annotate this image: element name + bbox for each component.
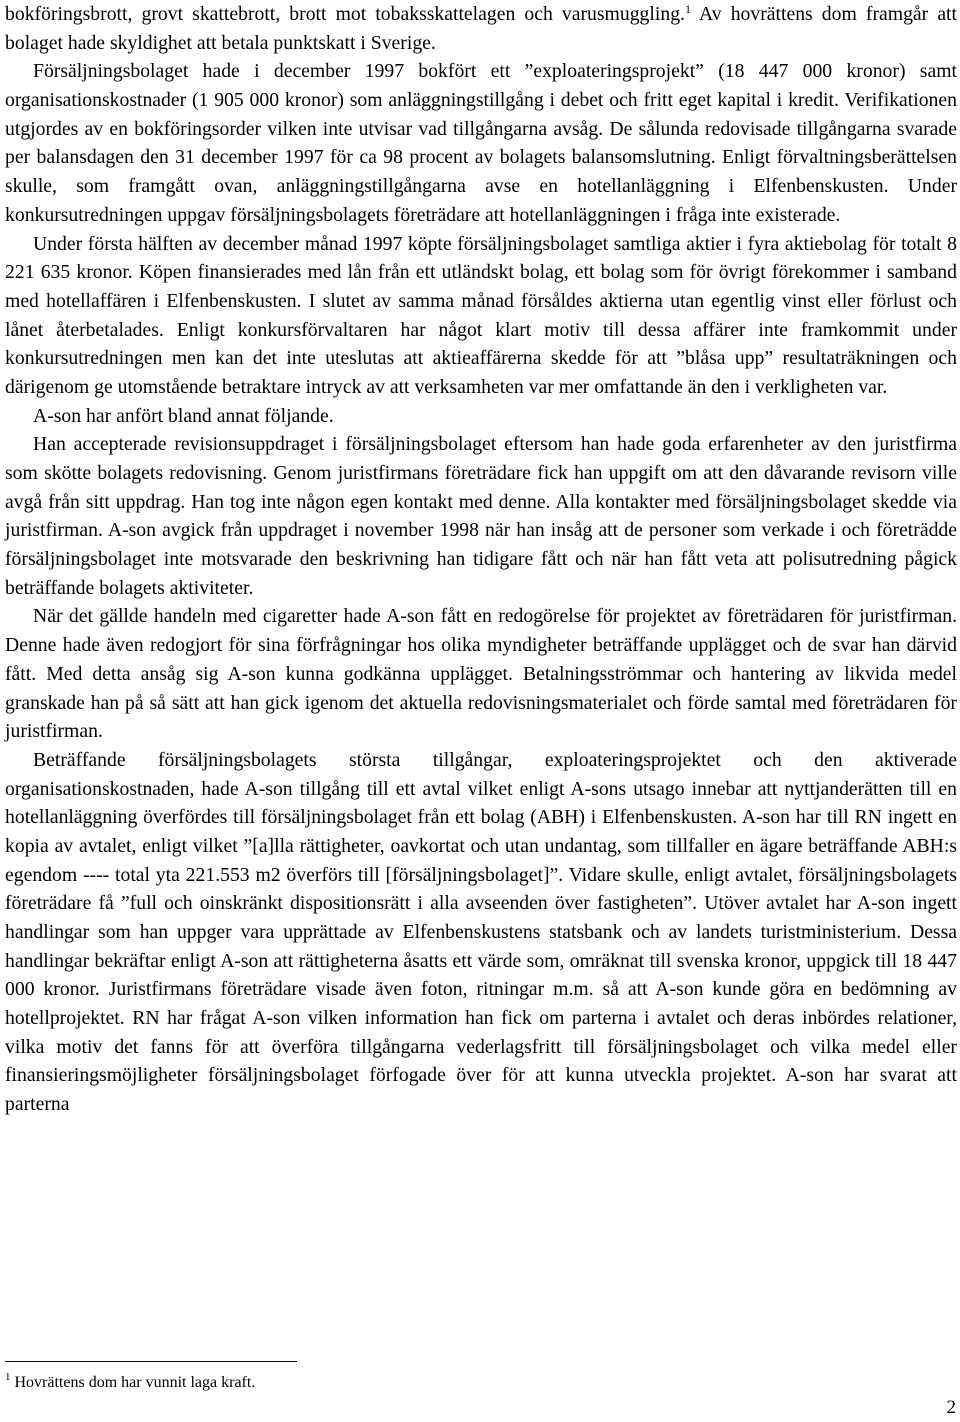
paragraph-text: Av hovrättens dom framgår att bolaget hade skyldighet att betala punktskatt i Sverige. bbox=[5, 3, 957, 54]
document-page bbox=[5, 0, 957, 1119]
footnote-divider bbox=[5, 1361, 297, 1362]
paragraph-continued bbox=[5, 0, 957, 57]
body-text bbox=[5, 0, 957, 1119]
paragraph: Beträffande försäljningsbolagets största tillgångar, exploateringsprojektet och den aktiverade organisationskostnaden, hade A-son tillgång till ett avtal vilket enligt A-sons utsago innebar att nyttjanderätten till en hotellanläggning överfördes till försäljningsbolaget från ett bolag (ABH) i Elfenbenskusten. A-son har till RN ingett en kopia av avtalet, enligt vilket ”[a]lla rättigheter, oavkortat och utan undantag, som tillfaller en ägare beträffande ABH:s egendom ---- total yta 221.553 m2 överförs till [försäljningsbolaget]”. Vidare skulle, enligt avtalet, försäljningsbolagets företrädare få ”full och oinskränkt dispositionsrätt i alla avseenden över fastigheten”. Utöver avtalet har A-son ingett handlingar som han uppger vara upprättade av Elfenbenskustens statsbank och av landets turistministerium. Dessa handlingar bekräftar enligt A-son att rättigheterna åsatts ett värde som, omräknat till svenska kronor, uppgick till 18 447 000 kronor. Juristfirmans företrädare visade även foton, ritningar m.m. så att A-son kunde göra en bedömning av hotellprojektet. RN har frågat A-son vilken information han fick om parterna i avtalet och deras inbördes relationer, vilka motiv det fanns för att överföra tillgångarna vederlagsfritt till försäljningsbolaget och vilka medel eller finansieringsmöjligheter försäljningsbolaget förfogade över för att kunna utveckla projektet. A-son har svarat att parterna bbox=[5, 748, 957, 1116]
page-number: 2 bbox=[946, 1397, 956, 1418]
footnote-number: 1 bbox=[5, 1371, 11, 1383]
paragraph: A-son har anfört bland annat följande. bbox=[33, 404, 334, 427]
paragraph-text: bokföringsbrott, grovt skattebrott, brott mot tobaksskattelagen och varusmuggling. bbox=[5, 3, 685, 25]
paragraph: Försäljningsbolaget hade i december 1997 bokfört ett ”exploateringsprojekt” (18 447 000 kronor) samt organisationskostnader (1 905 000 kronor) som anläggningstillgång i debet och fritt eget kapital i kredit. Verifikationen utgjordes av en bokföringsorder vilken inte utvisar vad tillgångarna avsåg. De sålunda redovisade tillgångarna svarade per balansdagen den 31 december 1997 för ca 98 procent av bolagets balansomslutning. Enligt förvaltningsberättelsen skulle, som framgått ovan, anläggningstillgångarna avse en hotellanläggning i Elfenbenskusten. Under konkursutredningen uppgav försäljningsbolagets företrädare att hotellanläggningen i fråga inte existerade. bbox=[5, 60, 957, 226]
paragraph: Han accepterade revisionsuppdraget i försäljningsbolaget eftersom han hade goda erfarenheter av den juristfirma som skötte bolagets redovisning. Genom juristfirmans företrädare fick han uppgift om att den dåvarande revisorn ville avgå från sitt uppdrag. Han tog inte någon egen kontakt med denne. Alla kontakter med försäljningsbolaget skedde via juristfirman. A-son avgick från uppdraget i november 1998 när han insåg att de personer som verkade i och företrädde försäljningsbolaget inte motsvarade den beskrivning han tidigare fått och när han fått veta att polisutredning pågick beträffande bolagets aktiviteter. bbox=[5, 433, 957, 599]
paragraph: Under första hälften av december månad 1997 köpte försäljningsbolaget samtliga aktier i fyra aktiebolag för totalt 8 221 635 kronor. Köpen finansierades med lån från ett utländskt bolag, ett bolag som för övrigt förekommer i samband med hotellaffären i Elfenbenskusten. I slutet av samma månad försåldes aktierna utan egentlig vinst eller förlust och lånet återbetalades. Enligt konkursförvaltaren har något klart motiv till dessa affärer inte framkommit under konkursutredningen men kan det inte uteslutas att aktieaffärerna skedde för att ”blåsa upp” resultaträkningen och därigenom ge utomstående betraktare intryck av att verksamheten var mer omfattande än den i verkligheten var. bbox=[5, 232, 957, 398]
footnote bbox=[5, 1373, 255, 1393]
paragraph: När det gällde handeln med cigaretter hade A-son fått en redogörelse för projektet av företrädaren för juristfirman. Denne hade även redogjort för sina förfrågningar hos olika myndigheter beträffande upplägget och de svar han därvid fått. Med detta ansåg sig A-son kunna godkänna upplägget. Betalningsströmmar och hantering av likvida medel granskade han på så sätt att han gick igenom det aktuella redovisningsmaterialet och förde samtal med företrädaren för juristfirman. bbox=[5, 605, 957, 743]
footnote-text: Hovrättens dom har vunnit laga kraft. bbox=[14, 1374, 256, 1391]
footnote-reference[interactable]: 1 bbox=[684, 2, 691, 16]
